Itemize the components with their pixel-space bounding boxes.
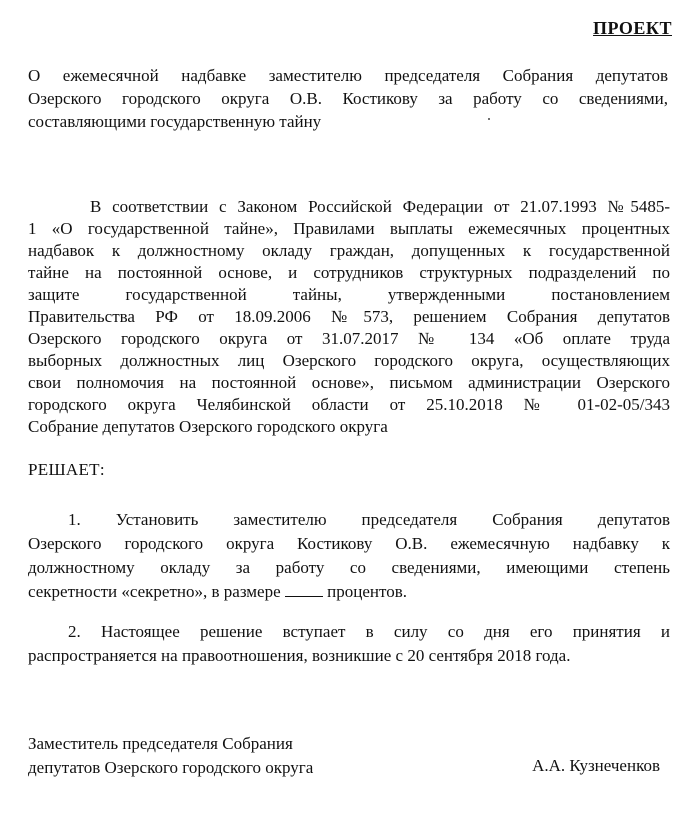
- preamble-line: свои полномочия на постоянной основе», письмом администрации Озерского: [28, 373, 670, 392]
- preamble-line: Собрание депутатов Озерского городского округа: [28, 417, 388, 436]
- signatory-position: [28, 732, 313, 780]
- percent-blank-field: [285, 582, 323, 597]
- item-1-text-before-blank: секретности «секретно», в размере: [28, 582, 285, 601]
- preamble-line: Правительства РФ от 18.09.2006 №573, решением Собрания депутатов: [28, 307, 670, 326]
- document-title: [28, 64, 668, 133]
- resolves-heading: РЕШАЕТ:: [28, 460, 105, 479]
- preamble-line: городского округа Челябинской области от 25.10.2018 № 01-02-05/343: [28, 395, 670, 414]
- title-line: составляющими государственную тайну: [28, 112, 322, 131]
- item-1-line: должностному окладу за работу со сведениями, имеющими степень: [28, 558, 670, 577]
- preamble-line: тайне на постоянной основе, и сотрудников структурных подразделений по: [28, 263, 670, 282]
- preamble-line: защите государственной тайны, утвержденными постановлением: [28, 285, 670, 304]
- title-line: Озерского городского округа О.В. Костикову за работу со сведениями,: [28, 89, 668, 108]
- item-1-paragraph: [28, 508, 670, 604]
- signatory-position-line: Заместитель председателя Собрания: [28, 734, 293, 753]
- title-line: О ежемесячной надбавке заместителю председателя Собрания депутатов: [28, 66, 668, 85]
- preamble-line: В соответствии с Законом Российской Федерации от 21.07.1993 №5485-: [90, 197, 670, 216]
- item-2-paragraph: [28, 620, 670, 668]
- signatory-position-line: депутатов Озерского городского округа: [28, 758, 314, 777]
- preamble-line: выборных должностных лиц Озерского городского округа, осуществляющих: [28, 351, 670, 370]
- scan-speck: [488, 118, 490, 120]
- item-2-line: 2. Настоящее решение вступает в силу со дня его принятия и: [68, 622, 670, 641]
- preamble-line: Озерского городского округа от 31.07.2017 № 134 «Об оплате труда: [28, 329, 670, 348]
- preamble-line: 1 «О государственной тайне», Правилами выплаты ежемесячных процентных: [28, 219, 670, 238]
- item-2-line: распространяется на правоотношения, возникшие с 20 сентября 2018 года.: [28, 646, 571, 665]
- preamble-paragraph: [28, 196, 670, 438]
- preamble-line: надбавок к должностному окладу граждан, допущенных к государственной: [28, 241, 670, 260]
- item-1-line: [28, 580, 670, 604]
- draft-stamp: ПРОЕКТ: [593, 18, 672, 38]
- item-1-line: Озерского городского округа Костикову О.В. ежемесячную надбавку к: [28, 534, 670, 553]
- signatory-name: А.А. Кузнеченков: [532, 756, 660, 775]
- item-1-line: 1. Установить заместителю председателя Собрания депутатов: [68, 510, 670, 529]
- item-1-text-after-blank: процентов.: [322, 582, 407, 601]
